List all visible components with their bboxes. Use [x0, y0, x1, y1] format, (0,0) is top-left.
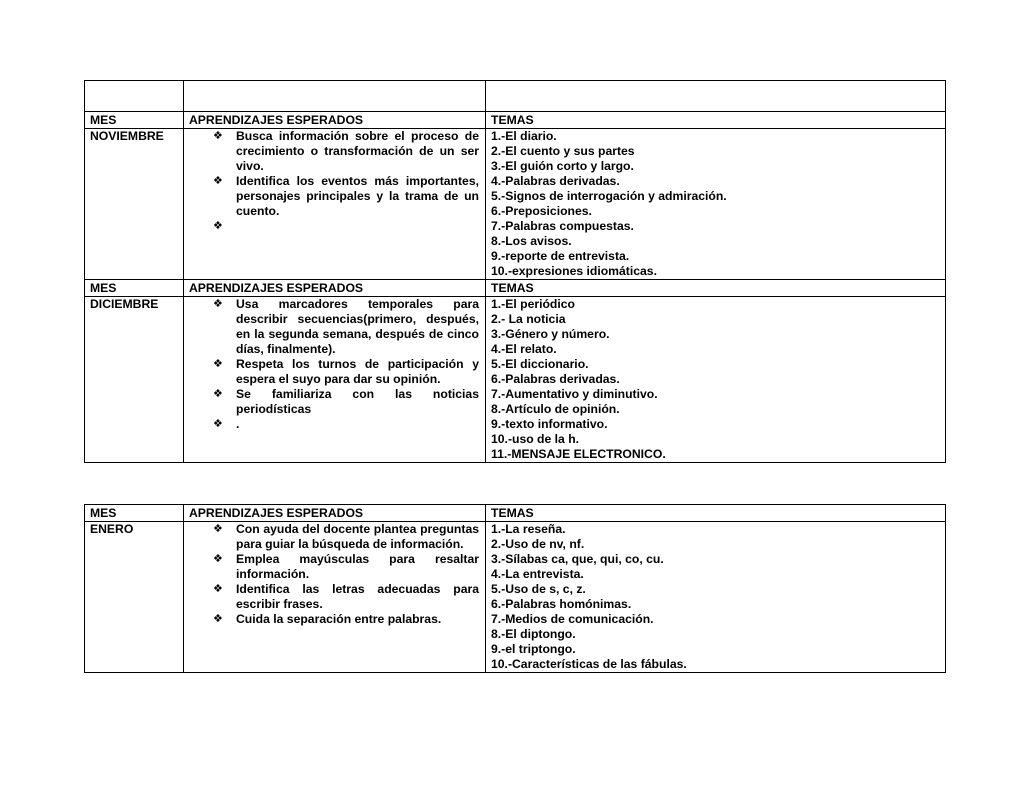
content-row [85, 297, 946, 463]
tema-item: 9.-reporte de entrevista. [491, 249, 630, 263]
tema-item: 5.-Uso de s, c, z. [491, 582, 586, 596]
aprendizajes-list [189, 522, 485, 627]
aprendizaje-text: Usa marcadores temporales para describir secuencias(primero, después, en la segunda semana, después de cinco días, finalmente). [236, 297, 479, 356]
aprendizajes-cell [184, 129, 486, 280]
mes-header: MES [85, 112, 184, 129]
tema-item: 8.-Los avisos. [491, 234, 572, 248]
tema-item: 2.- La noticia [491, 312, 566, 326]
diamond-bullet-icon: ❖ [213, 298, 223, 310]
tema-item: 3.-Género y número. [491, 327, 610, 341]
temas-header: TEMAS [486, 280, 946, 297]
temas-cell [486, 129, 946, 280]
aprendizajes-cell [184, 522, 486, 673]
tema-item: 1.-El periódico [491, 297, 575, 311]
aprendizaje-text: Con ayuda del docente plantea preguntas para guiar la búsqueda de información. [236, 522, 479, 551]
tema-item: 3.-El guión corto y largo. [491, 159, 634, 173]
aprendizajes-list [189, 297, 485, 432]
tema-item: 5.-El diccionario. [491, 357, 589, 371]
diamond-bullet-icon: ❖ [213, 553, 223, 565]
tema-item: 11.-MENSAJE ELECTRONICO. [491, 447, 666, 461]
aprendizaje-text: Identifica las letras adecuadas para escribir frases. [236, 582, 479, 611]
blank-header-row [85, 81, 946, 112]
month-cell: DICIEMBRE [85, 297, 184, 463]
aprendizajes-header: APRENDIZAJES ESPERADOS [184, 280, 486, 297]
plan-table-noviembre [84, 80, 946, 463]
month-cell: NOVIEMBRE [85, 129, 184, 280]
aprendizaje-text: Emplea mayúsculas para resaltar información. [236, 552, 479, 581]
aprendizaje-text: Identifica los eventos más importantes, personajes principales y la trama de un cuento. [236, 174, 479, 218]
aprendizaje-text: Se familiariza con las noticias periodísticas [236, 387, 479, 416]
diamond-bullet-icon: ❖ [213, 418, 223, 430]
aprendizajes-list [189, 129, 485, 232]
tema-item: 8.-El diptongo. [491, 627, 576, 641]
aprendizaje-text: Respeta los turnos de participación y espera el suyo para dar su opinión. [236, 357, 479, 386]
mes-header: MES [85, 280, 184, 297]
month-cell: ENERO [85, 522, 184, 673]
tema-item: 8.-Artículo de opinión. [491, 402, 620, 416]
header-row [85, 280, 946, 297]
tema-item: 10.-uso de la h. [491, 432, 580, 446]
aprendizaje-text: Cuida la separación entre palabras. [236, 612, 442, 626]
tema-item: 1.-El diario. [491, 129, 557, 143]
aprendizaje-text: Busca información sobre el proceso de crecimiento o transformación de un ser vivo. [236, 129, 479, 173]
aprendizajes-header: APRENDIZAJES ESPERADOS [184, 505, 486, 522]
tema-item: 1.-La reseña. [491, 522, 566, 536]
temas-cell [486, 297, 946, 463]
diamond-bullet-icon: ❖ [213, 613, 223, 625]
tema-item: 4.-El relato. [491, 342, 557, 356]
temas-list [491, 129, 945, 279]
mes-header: MES [85, 505, 184, 522]
aprendizaje-text: . [236, 417, 240, 431]
tema-item: 2.-Uso de nv, nf. [491, 537, 585, 551]
tema-item: 10.-expresiones idiomáticas. [491, 264, 657, 278]
tema-item: 4.-La entrevista. [491, 567, 584, 581]
tema-item: 4.-Palabras derivadas. [491, 174, 620, 188]
content-row [85, 129, 946, 280]
tema-item: 3.-Sílabas ca, que, qui, co, cu. [491, 552, 664, 566]
tema-item: 6.-Preposiciones. [491, 204, 592, 218]
temas-header: TEMAS [486, 112, 946, 129]
diamond-bullet-icon: ❖ [213, 358, 223, 370]
aprendizajes-cell [184, 297, 486, 463]
blank-cell [85, 81, 184, 112]
diamond-bullet-icon: ❖ [213, 388, 223, 400]
temas-cell [486, 522, 946, 673]
tema-item: 7.-Palabras compuestas. [491, 219, 634, 233]
diamond-bullet-icon: ❖ [213, 130, 223, 142]
diamond-bullet-icon: ❖ [213, 175, 223, 187]
tema-item: 9.-texto informativo. [491, 417, 608, 431]
aprendizaje-item [213, 387, 485, 417]
tema-item: 10.-Características de las fábulas. [491, 657, 687, 671]
aprendizaje-item [213, 582, 485, 612]
aprendizaje-item [213, 174, 485, 219]
tema-item: 2.-El cuento y sus partes [491, 144, 635, 158]
plan-table-enero [84, 504, 946, 673]
tema-item: 7.-Aumentativo y diminutivo. [491, 387, 658, 401]
header-row [85, 505, 946, 522]
aprendizaje-item [213, 297, 485, 357]
temas-list [491, 297, 945, 462]
aprendizaje-item [213, 357, 485, 387]
aprendizajes-header: APRENDIZAJES ESPERADOS [184, 112, 486, 129]
tema-item: 5.-Signos de interrogación y admiración. [491, 189, 727, 203]
diamond-bullet-icon: ❖ [213, 583, 223, 595]
tema-item: 6.-Palabras derivadas. [491, 372, 620, 386]
aprendizaje-item [213, 129, 485, 174]
aprendizaje-item [213, 612, 485, 627]
tema-item: 9.-el triptongo. [491, 642, 576, 656]
blank-cell [184, 81, 486, 112]
tema-item: 7.-Medios de comunicación. [491, 612, 654, 626]
temas-header: TEMAS [486, 505, 946, 522]
content-row [85, 522, 946, 673]
tema-item: 6.-Palabras homónimas. [491, 597, 632, 611]
aprendizaje-item [213, 417, 485, 432]
blank-cell [486, 81, 946, 112]
header-row [85, 112, 946, 129]
temas-list [491, 522, 945, 672]
diamond-bullet-icon: ❖ [213, 523, 223, 535]
diamond-bullet-icon: ❖ [213, 220, 223, 232]
aprendizaje-item [213, 552, 485, 582]
aprendizaje-item [213, 522, 485, 552]
